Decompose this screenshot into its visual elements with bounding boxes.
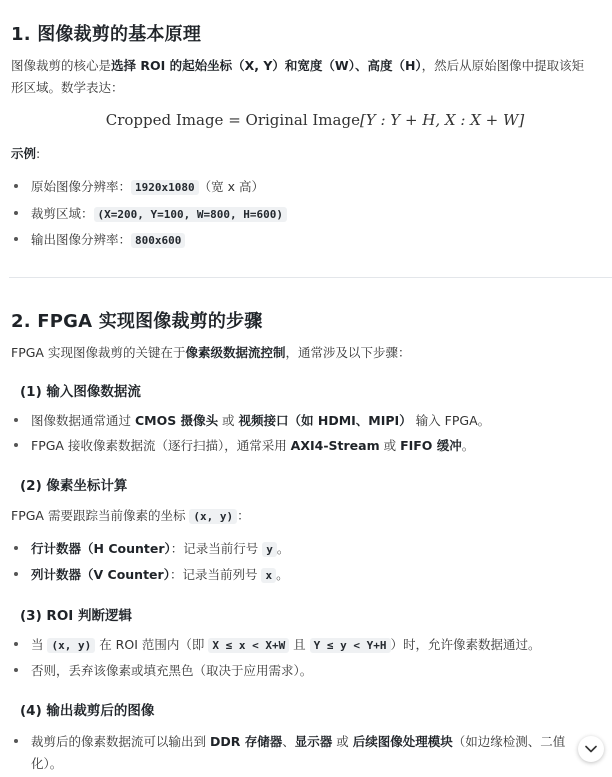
crop-formula [0, 111, 612, 129]
list-item [14, 205, 287, 223]
intro-text-tail: ，通常涉及以下步骤： [285, 345, 411, 360]
text: 或 [379, 438, 401, 453]
bold-text: 行计数器（H Counter） [31, 541, 171, 556]
bold-text: 视频接口（如 HDMI、MIPI） [238, 413, 412, 428]
bold-text: 列计数器（V Counter） [31, 567, 170, 582]
text: 否则，丢弃该像素或填充黑色（取决于应用需求）。 [31, 663, 313, 678]
list-item [14, 412, 490, 430]
list-item [14, 540, 289, 558]
list-item [14, 636, 541, 654]
text: 当 [31, 637, 48, 652]
list-item [14, 437, 474, 455]
inline-code: 800x600 [131, 233, 185, 248]
scroll-down-button[interactable] [578, 736, 604, 762]
bold-text: 后续图像处理模块 [352, 734, 453, 749]
inline-code: (x, y) [47, 638, 95, 653]
list-item [14, 731, 565, 775]
inline-code: y [262, 542, 277, 557]
intro-line-2: 形区域。数学表达： [11, 80, 124, 95]
step-2-intro [11, 505, 250, 528]
bullet-icon [14, 546, 18, 550]
bullet-icon [14, 572, 18, 576]
list-item [14, 566, 289, 584]
text: ）时，允许像素数据通过。 [390, 637, 541, 652]
chevron-down-icon [585, 745, 597, 753]
section-1-intro [11, 55, 584, 99]
inline-code: X ≤ x < X+W [208, 638, 289, 653]
formula-index: [Y : Y + H, X : X + W] [359, 111, 525, 129]
list-item [14, 178, 264, 196]
text: 在 ROI 范围内（即 [95, 637, 209, 652]
inline-code: Y ≤ y < Y+H [310, 638, 391, 653]
text: FPGA 需要跟踪当前像素的坐标 [11, 508, 190, 523]
step-3-title: (3) ROI 判断逻辑 [20, 608, 133, 624]
bullet-icon [14, 211, 18, 215]
text: 。 [276, 541, 290, 556]
item-label: 裁剪区域： [31, 206, 94, 221]
bullet-icon [14, 739, 18, 743]
bold-text: AXI4-Stream [290, 438, 380, 453]
intro-text: 图像裁剪的核心是 [11, 58, 112, 73]
text: 裁剪后的像素数据流可以输出到 [31, 734, 210, 749]
formula-lhs: Cropped Image [105, 111, 224, 129]
step-2-title: (2) 像素坐标计算 [20, 478, 128, 494]
formula-equals: = [223, 111, 246, 129]
bullet-icon [14, 668, 18, 672]
bullet-icon [14, 184, 18, 188]
intro-bold: 选择 ROI 的起始坐标（X, Y）和宽度（W）、高度（H） [111, 58, 422, 73]
bullet-icon [14, 418, 18, 422]
text: FPGA 接收像素数据流（逐行扫描），通常采用 [31, 438, 291, 453]
bullet-icon [14, 237, 18, 241]
bullet-icon [14, 642, 18, 646]
text: 、 [282, 734, 295, 749]
formula-rhs: Original Image [245, 111, 360, 129]
bold-text: FIFO 缓冲 [400, 438, 462, 453]
section-1-title: 1. 图像裁剪的基本原理 [11, 24, 202, 45]
bold-text: DDR 存储器 [209, 734, 283, 749]
item-suffix: （宽 x 高） [198, 179, 264, 194]
step-4-title: (4) 输出裁剪后的图像 [20, 703, 155, 719]
inline-code: (x, y) [189, 509, 237, 524]
bullet-icon [14, 443, 18, 447]
text: 输入 FPGA。 [411, 413, 491, 428]
text: 或 [218, 413, 239, 428]
text: 图像数据通常通过 [31, 413, 135, 428]
item-label: 原始图像分辨率： [31, 179, 132, 194]
text: 化）。 [31, 756, 63, 771]
intro-text: FPGA 实现图像裁剪的关键在于 [11, 345, 186, 360]
step-1-title: (1) 输入图像数据流 [20, 384, 141, 400]
list-item [14, 662, 312, 680]
text: ： [237, 508, 250, 523]
example-label-text: 示例 [11, 146, 37, 161]
intro-text-tail: ，然后从原始图像中提取该矩 [421, 58, 585, 73]
section-2-title: 2. FPGA 实现图像裁剪的步骤 [11, 311, 263, 332]
text: 或 [332, 734, 353, 749]
bold-text: CMOS 摄像头 [134, 413, 219, 428]
text: ：记录当前列号 [169, 567, 262, 582]
inline-code: x [261, 568, 276, 583]
text: 。 [461, 438, 475, 453]
inline-code: 1920x1080 [131, 180, 199, 195]
section-2-intro [11, 342, 410, 364]
list-item [14, 231, 185, 249]
text: 。 [276, 567, 289, 582]
text: 且 [289, 637, 310, 652]
inline-code: (X=200, Y=100, W=800, H=600) [94, 207, 287, 222]
text: （如边缘检测、二值 [452, 734, 566, 749]
section-divider [9, 277, 612, 278]
example-label [11, 143, 40, 165]
text: ：记录当前行号 [170, 541, 263, 556]
example-colon: : [36, 146, 41, 161]
intro-bold: 像素级数据流控制 [185, 345, 286, 360]
item-label: 输出图像分辨率： [31, 232, 132, 247]
bold-text: 显示器 [294, 734, 333, 749]
